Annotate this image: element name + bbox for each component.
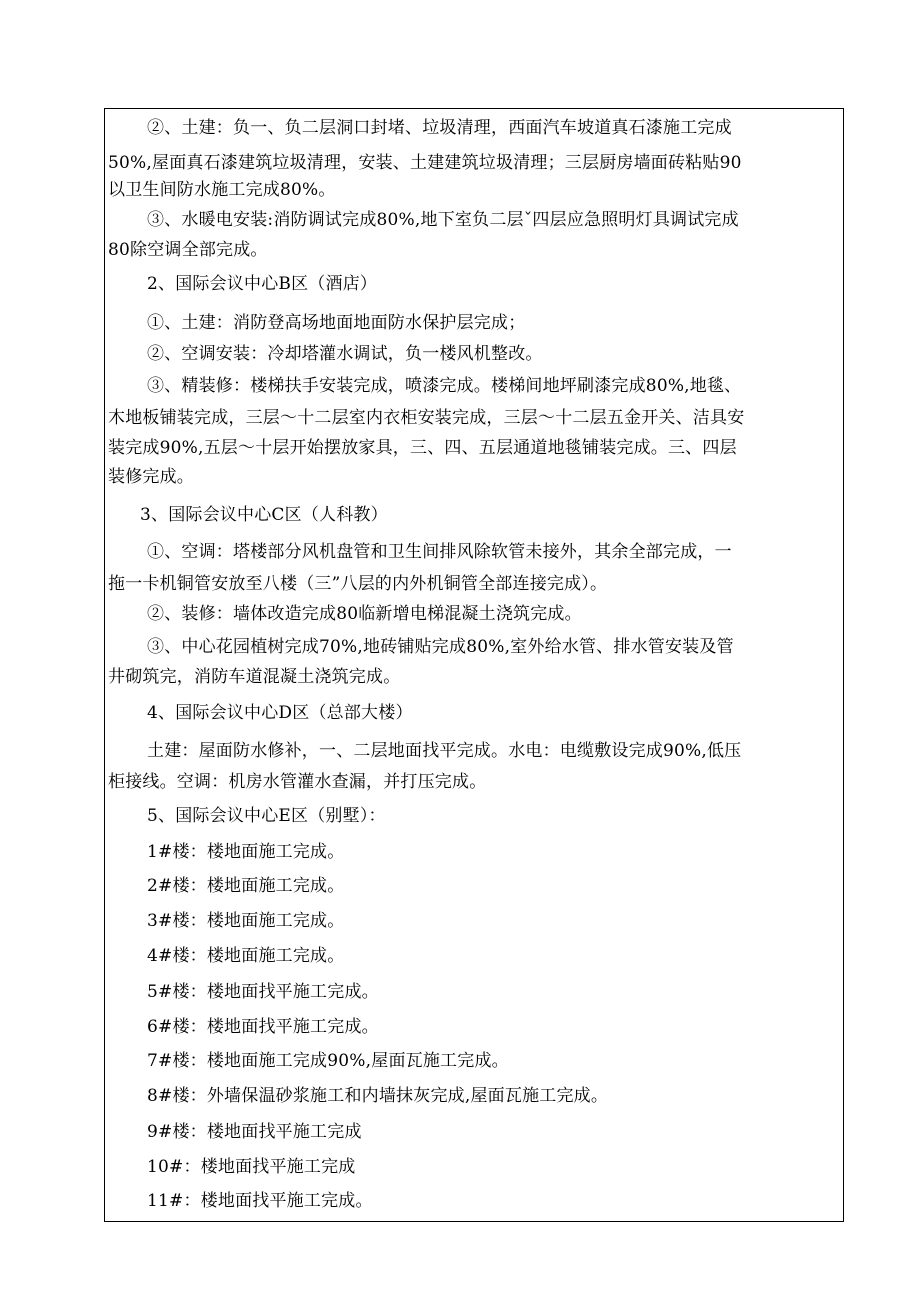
- list-item: 11#：楼地面找平施工完成。: [147, 1191, 373, 1211]
- list-item: 1#楼：楼地面施工完成。: [147, 842, 345, 862]
- text-line: 柜接线。空调：机房水管灌水查漏，并打压完成。: [108, 772, 487, 792]
- list-item: 3#楼：楼地面施工完成。: [147, 911, 345, 931]
- text-line: 井砌筑完，消防车道混凝土浇筑完成。: [108, 667, 401, 687]
- section-heading: 2、国际会议中心B区（酒店）: [147, 274, 378, 294]
- section-heading: 3、国际会议中心C区（人科教）: [140, 505, 388, 525]
- list-item: 5#楼：楼地面找平施工完成。: [147, 982, 379, 1002]
- list-item: 6#楼：楼地面找平施工完成。: [147, 1017, 379, 1037]
- text-line: 以卫生间防水施工完成80%。: [108, 180, 336, 200]
- list-item: 10#：楼地面找平施工完成: [147, 1157, 356, 1177]
- text-line: ③、中心花园植树完成70%,地砖铺贴完成80%,室外给水管、排水管安装及管: [147, 637, 734, 657]
- text-line: ③、水暖电安装:消防调试完成80%,地下室负二层ˇ四层应急照明灯具调试完成: [147, 210, 739, 230]
- text-line: 装修完成。: [108, 467, 194, 487]
- text-line: ②、土建：负一、负二层洞口封堵、垃圾清理，西面汽车坡道真石漆施工完成: [147, 118, 732, 138]
- text-line: 土建：屋面防水修补，一、二层地面找平完成。水电：电缆敷设完成90%,低压: [147, 741, 742, 761]
- list-item: 4#楼：楼地面施工完成。: [147, 946, 345, 966]
- list-item: 2#楼：楼地面施工完成。: [147, 876, 345, 896]
- text-line: ①、土建：消防登高场地面地面防水保护层完成；: [147, 313, 526, 333]
- text-line: ③、精装修：楼梯扶手安装完成，喷漆完成。楼梯间地坪刷漆完成80%,地毯、: [147, 376, 742, 396]
- list-item: 7#楼：楼地面施工完成90%,屋面瓦施工完成。: [147, 1051, 509, 1071]
- section-heading: 5、国际会议中心E区（别墅）：: [147, 806, 386, 826]
- text-line: ②、空调安装：冷却塔灌水调试，负一楼风机整改。: [147, 344, 543, 364]
- text-line: ②、装修：墙体改造完成80临新增电梯混凝土浇筑完成。: [147, 604, 582, 624]
- text-line: 木地板铺装完成，三层～十二层室内衣柜安装完成，三层～十二层五金开关、洁具安: [108, 408, 745, 428]
- list-item: 8#楼：外墙保温砂浆施工和内墙抹灰完成,屋面瓦施工完成。: [147, 1086, 609, 1106]
- section-heading: 4、国际会议中心D区（总部大楼）: [147, 703, 413, 723]
- text-line: 装完成90%,五层～十层开始摆放家具，三、四、五层通道地毯铺装完成。三、四层: [108, 438, 737, 458]
- text-line: 50%,屋面真石漆建筑垃圾清理，安装、土建建筑垃圾清理；三层厨房墙面砖粘贴90: [108, 153, 742, 173]
- text-line: 80除空调全部完成。: [108, 240, 268, 260]
- text-line: ①、空调：塔楼部分风机盘管和卫生间排风除软管未接外，其余全部完成，一: [147, 542, 732, 562]
- list-item: 9#楼：楼地面找平施工完成: [147, 1122, 362, 1142]
- text-line: 拖一卡机铜管安放至八楼（三”八层的内外机铜管全部连接完成）。: [108, 574, 608, 594]
